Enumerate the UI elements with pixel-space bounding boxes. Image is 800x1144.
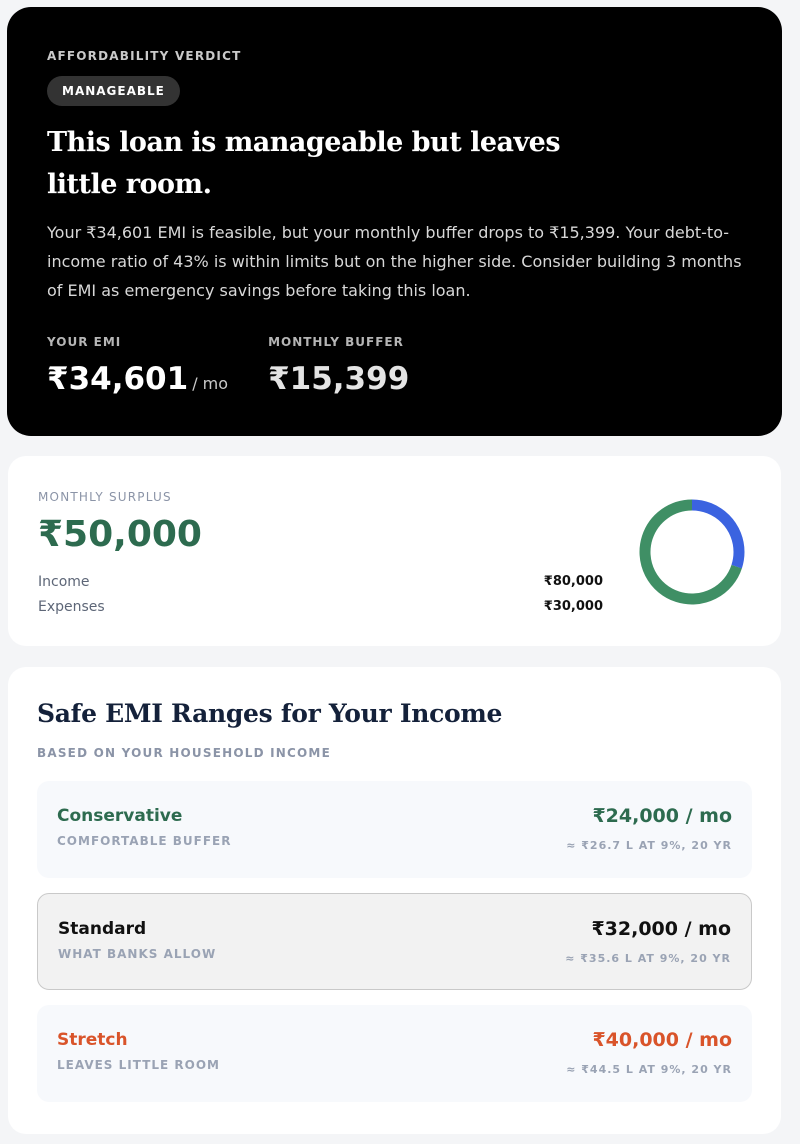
verdict-description: Your ₹34,601 EMI is feasible, but your monthly buffer drops to ₹15,399. Your debt-to-income ratio of 43% is within limits but on the higher side. Consider building 3 months of EMI as emergency savings before taking this loan. [47, 223, 742, 300]
expenses-row [38, 594, 603, 619]
surplus-value: ₹50,000 [38, 514, 202, 555]
range-loan-note: ≈ ₹26.7 L AT 9%, 20 YR [566, 839, 732, 852]
surplus-card [8, 456, 781, 646]
range-description: COMFORTABLE BUFFER [57, 834, 232, 848]
range-description: LEAVES LITTLE ROOM [57, 1058, 220, 1072]
emi-stat [47, 335, 228, 397]
surplus-breakdown [38, 569, 603, 619]
buffer-value: ₹15,399 [268, 361, 410, 397]
ranges-title: Safe EMI Ranges for Your Income [37, 699, 503, 728]
emi-ranges-card [8, 667, 781, 1134]
range-name: Conservative [57, 806, 183, 826]
emi-label: YOUR EMI [47, 335, 122, 349]
range-description: WHAT BANKS ALLOW [58, 947, 217, 961]
range-amount: ₹32,000 / mo [591, 918, 731, 940]
range-loan-note: ≈ ₹35.6 L AT 9%, 20 YR [565, 952, 731, 965]
range-amount: ₹24,000 / mo [592, 805, 732, 827]
range-stretch[interactable] [37, 1005, 752, 1102]
range-standard[interactable] [37, 893, 752, 990]
verdict-stats [47, 335, 742, 397]
status-badge: MANAGEABLE [47, 76, 180, 106]
income-value: ₹80,000 [543, 574, 603, 589]
emi-unit: / mo [192, 374, 229, 393]
buffer-label: MONTHLY BUFFER [268, 335, 404, 349]
emi-value: ₹34,601 [47, 361, 189, 397]
range-conservative[interactable] [37, 781, 752, 878]
emi-value-row [47, 361, 228, 397]
verdict-eyebrow: AFFORDABILITY VERDICT [47, 49, 242, 63]
range-name: Stretch [57, 1030, 128, 1050]
ranges-subtitle: BASED ON YOUR HOUSEHOLD INCOME [37, 746, 331, 760]
range-name: Standard [58, 919, 147, 939]
surplus-label: MONTHLY SURPLUS [38, 490, 172, 504]
income-label: Income [38, 573, 90, 590]
income-expense-donut [637, 497, 747, 607]
range-loan-note: ≈ ₹44.5 L AT 9%, 20 YR [566, 1063, 732, 1076]
buffer-stat [268, 335, 409, 397]
donut-income-segment [637, 497, 747, 607]
range-amount: ₹40,000 / mo [592, 1029, 732, 1051]
expenses-label: Expenses [38, 598, 105, 615]
expenses-value: ₹30,000 [543, 599, 603, 614]
income-row [38, 569, 603, 594]
range-list [37, 781, 752, 1102]
verdict-headline: This loan is manageable but leaves little room. [47, 127, 561, 200]
verdict-card [7, 7, 782, 436]
